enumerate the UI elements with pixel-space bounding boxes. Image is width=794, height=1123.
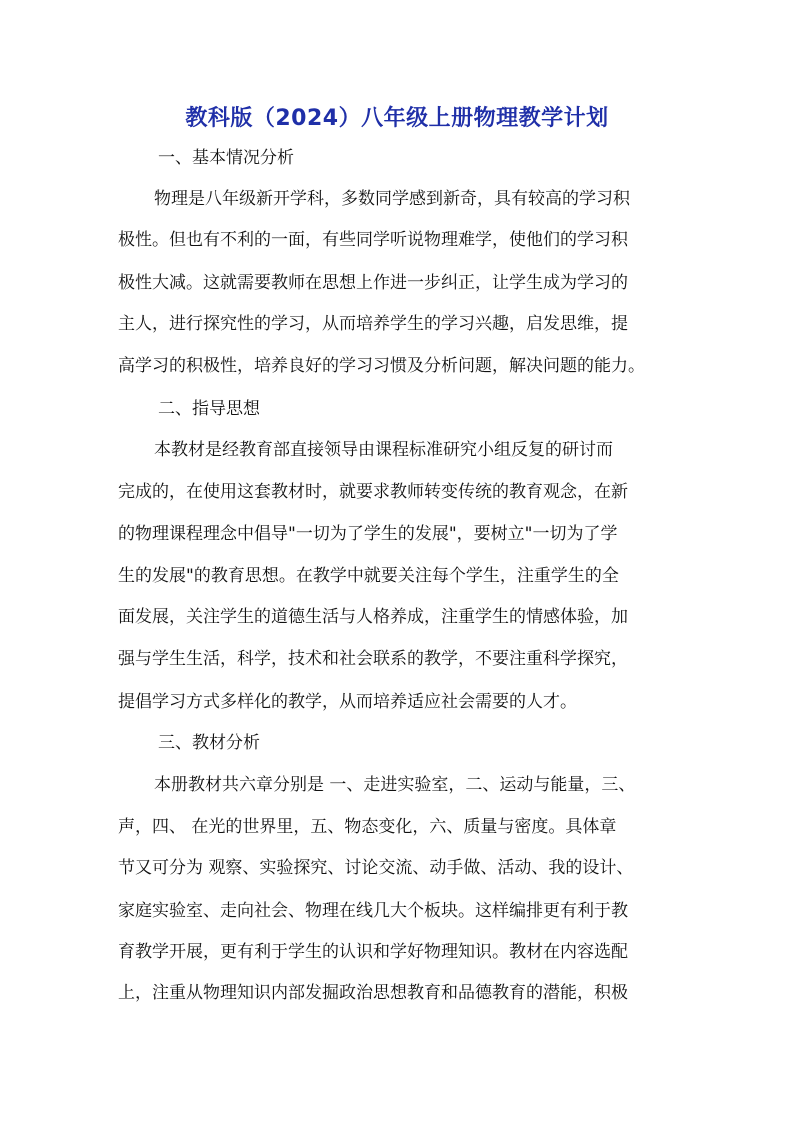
paragraph-line: 物理是八年级新开学科，多数同学感到新奇，具有较高的学习积 <box>154 189 630 209</box>
paragraph-line: 强与学生生活，科学，技术和社会联系的教学，不要注重科学探究， <box>118 649 628 669</box>
section-heading: 三、教材分析 <box>158 733 260 753</box>
paragraph-line: 极性大减。这就需要教师在思想上作进一步纠正，让学生成为学习的 <box>118 273 628 293</box>
paragraph-line: 育教学开展，更有利于学生的认识和学好物理知识。教材在内容选配 <box>118 942 628 962</box>
section-heading: 一、基本情况分析 <box>158 148 294 168</box>
paragraph-line: 上，注重从物理知识内部发掘政治思想教育和品德教育的潜能，积极 <box>118 983 628 1003</box>
paragraph-line: 节又可分为 观察、实验探究、讨论交流、动手做、活动、我的设计、 <box>118 858 634 878</box>
paragraph-line: 生的发展"的教育思想。在教学中就要关注每个学生，注重学生的全 <box>118 566 619 586</box>
paragraph-line: 提倡学习方式多样化的教学，从而培养适应社会需要的人才。 <box>118 692 577 712</box>
paragraph-line: 声，四、 在光的世界里，五、物态变化，六、质量与密度。具体章 <box>118 817 617 837</box>
paragraph-line: 家庭实验室、走向社会、物理在线几大个板块。这样编排更有利于教 <box>118 901 628 921</box>
document-title: 教科版（2024）八年级上册物理教学计划 <box>185 106 609 131</box>
paragraph-line: 本教材是经教育部直接领导由课程标准研究小组反复的研讨而 <box>154 440 613 460</box>
paragraph-line: 极性。但也有不利的一面，有些同学听说物理难学，使他们的学习积 <box>118 230 628 250</box>
paragraph-line: 本册教材共六章分别是 一、走进实验室，二、运动与能量，三、 <box>154 775 636 795</box>
section-heading: 二、指导思想 <box>158 399 260 419</box>
paragraph-line: 的物理课程理念中倡导"一切为了学生的发展"，要树立"一切为了学 <box>118 524 618 544</box>
paragraph-line: 完成的，在使用这套教材时，就要求教师转变传统的教育观念，在新 <box>118 482 628 502</box>
paragraph-line: 主人，进行探究性的学习，从而培养学生的学习兴趣，启发思维，提 <box>118 314 628 334</box>
paragraph-line: 面发展，关注学生的道德生活与人格养成，注重学生的情感体验，加 <box>118 607 628 627</box>
paragraph-line: 高学习的积极性，培养良好的学习习惯及分析问题，解决问题的能力。 <box>118 356 645 376</box>
